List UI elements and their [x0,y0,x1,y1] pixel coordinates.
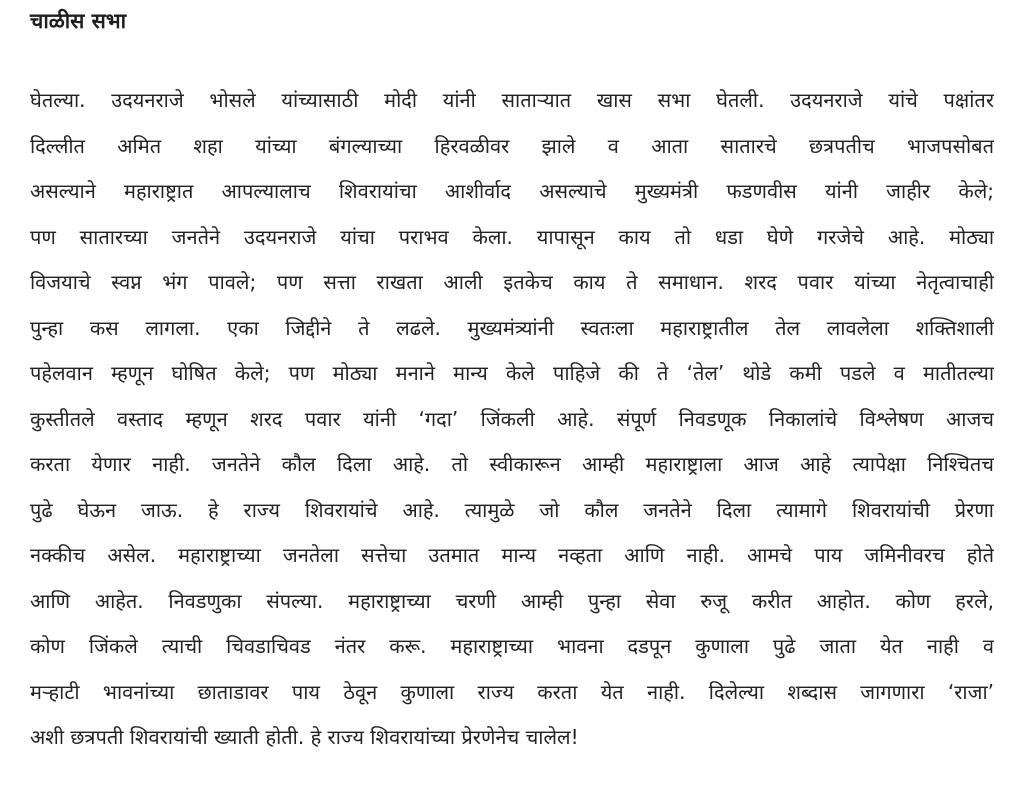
body-line: मऱ्हाटी भावनांच्या छाताडावर पाय ठेवून कुणाला राज्य करता येत नाही. दिलेल्या शब्दास जागणारा ‘राजा’ [30,679,994,704]
body-line: असल्याने महाराष्ट्रात आपल्यालाच शिवरायांचा आशीर्वाद असल्याचे मुख्यमंत्री फडणवीस यांनी जाहीर केले; [30,179,994,203]
body-line: विजयाचे स्वप्न भंग पावले; पण सत्ता राखता आली इतकेच काय ते समाधान. शरद पवार यांच्या नेतृत्वाचाही [30,270,994,294]
body-line: घेतल्या. उदयनराजे भोसले यांच्यासाठी मोदी यांनी सातार्‍यात खास सभा घेतली. उदयनराजे यांचे पक्षांतर [30,88,994,112]
article-heading: चाळीस सभा [30,9,127,33]
body-line: कोण जिंकले त्याची चिवडाचिवड नंतर करू. महाराष्ट्राच्या भावना दडपून कुणाला पुढे जाता येत नाही व [30,634,994,658]
article-body [30,78,994,761]
article [30,0,994,806]
body-line: पहेलवान म्हणून घोषित केले; पण मोठ्या मनाने मान्य केले पाहिजे की ते ‘तेल’ थोडे कमी पडले व मातीतल्या [30,361,994,385]
body-line: नक्कीच असेल. महाराष्ट्राच्या जनतेला सत्तेचा उतमात मान्य नव्हता आणि नाही. आमचे पाय जमिनीवरच होते [30,543,994,567]
body-line: पण सातारच्या जनतेने उदयनराजे यांचा पराभव केला. यापासून काय तो धडा घेणे गरजेचे आहे. मोठ्या [30,224,994,249]
body-line: दिल्लीत अमित शहा यांच्या बंगल्याच्या हिरवळीवर झाले व आता सातारचे छत्रपतीच भाजपसोबत [30,133,994,158]
body-line: पुढे घेऊन जाऊ. हे राज्य शिवरायांचे आहे. त्यामुळे जो कौल जनतेने दिला त्यामागे शिवरायांची प्रेरणा [30,497,994,522]
body-line: पुन्हा कस लागला. एका जिद्दीने ते लढले. मुख्यमंत्र्यांनी स्वतःला महाराष्ट्रातील तेल लावलेला शक्तिशाली [30,315,994,340]
body-line: आणि आहेत. निवडणुका संपल्या. महाराष्ट्राच्या चरणी आम्ही पुन्हा सेवा रुजू करीत आहोत. कोण हरले, [30,588,994,613]
body-line: करता येणार नाही. जनतेने कौल दिला आहे. तो स्वीकारून आम्ही महाराष्ट्राला आज आहे त्यापेक्षा निश्चितच [30,452,994,476]
body-line: कुस्तीतले वस्ताद म्हणून शरद पवार यांनी ‘गदा’ जिंकली आहे. संपूर्ण निवडणूक निकालांचे विश्लेषण आजच [30,406,994,431]
body-line: अशी छत्रपती शिवरायांची ख्याती होती. हे राज्य शिवरायांच्या प्रेरणेनेच चालेल! [30,725,579,749]
